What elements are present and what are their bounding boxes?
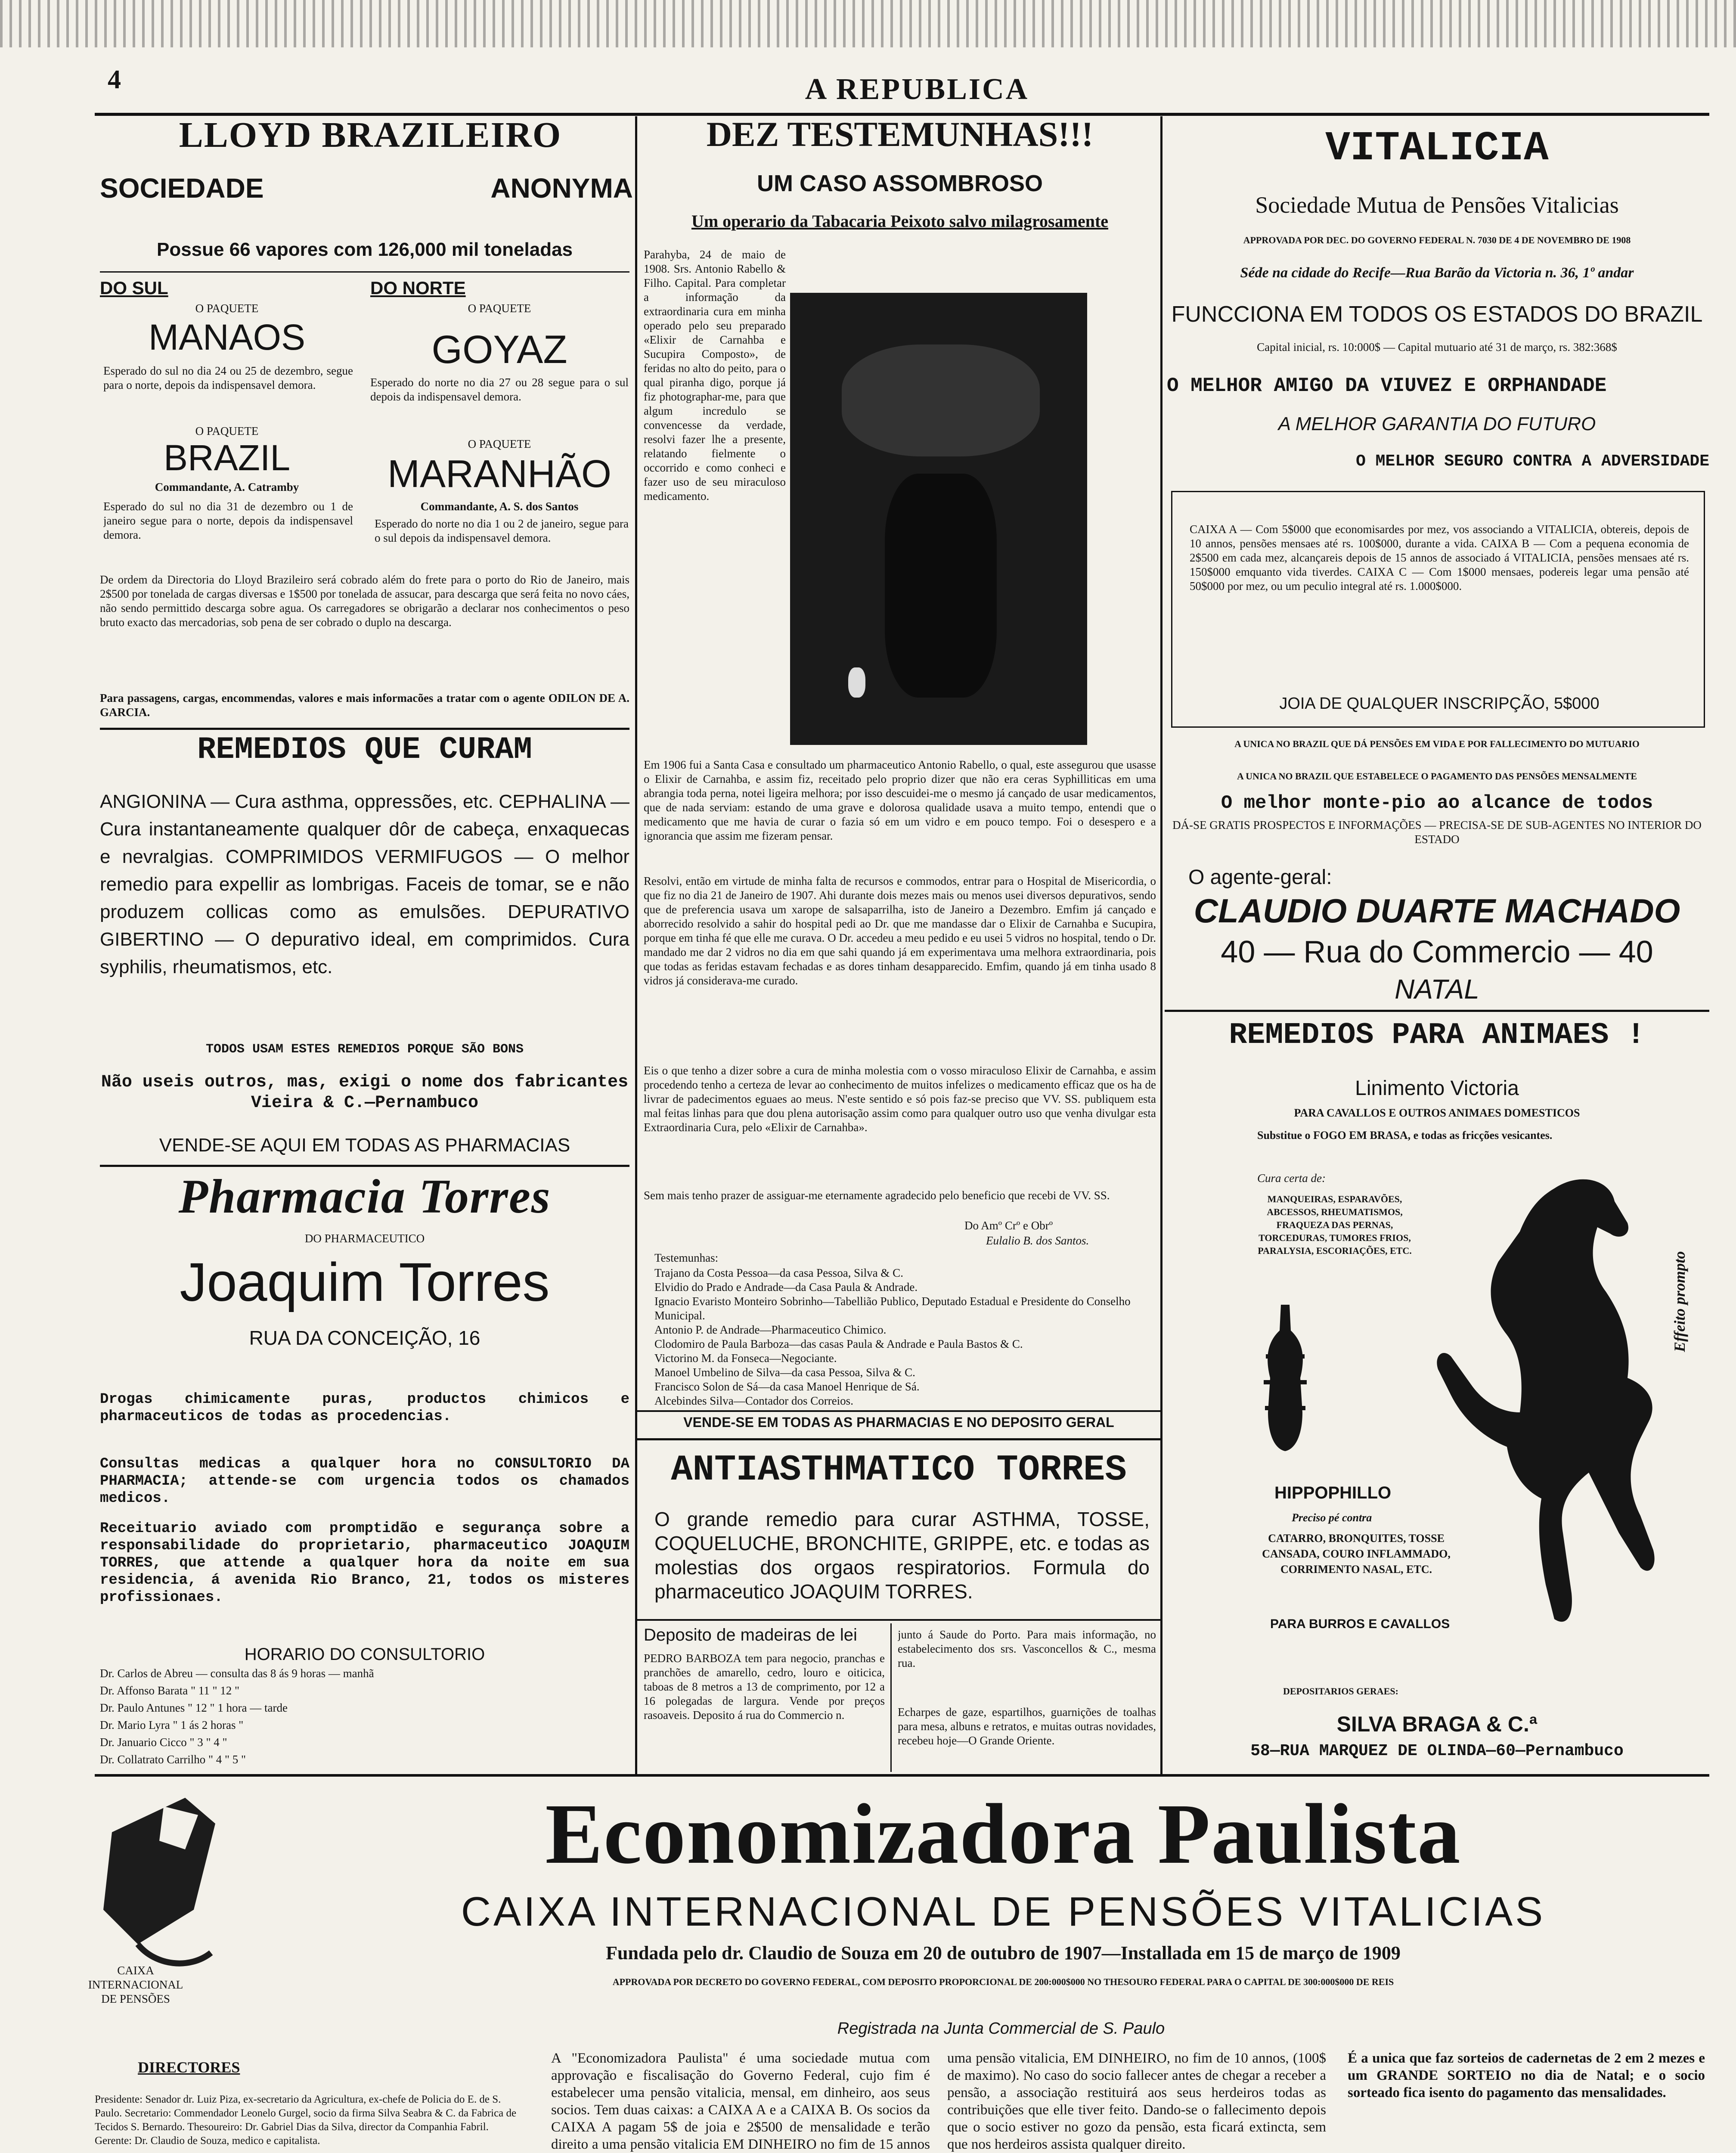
econ-directores-title: DIRECTORES	[138, 2059, 240, 2076]
animaes-depositarios: DEPOSITARIOS GERAES:	[1283, 1686, 1398, 1697]
econ-col-2: uma pensão vitalicia, EM DINHEIRO, no fim de 10 annos, (100$ de maximo). No caso do socio fallecer antes de chegar a receber a pensão, a associação restituirá aos seus herdeiros todas as contribuições que elle tiver feito. Dando-se o fallecimento depois que o socio estiver no gozo da pensão, esta ficará extincta, sem que nos herdeiros assista qualquer direito.	[947, 2051, 1326, 2152]
animaes-para: PARA CAVALLOS E OUTROS ANIMAES DOMESTICOS	[1294, 1107, 1580, 1119]
ship-maranhao-text: Esperado do norte no dia 1 ou 2 de janeiro, segue para o sul depois da indispensavel demora.	[375, 517, 629, 544]
lloyd-fleet: Possue 66 vapores com 126,000 mil toneladas	[156, 239, 573, 260]
remedios-text: ANGIONINA — Cura asthma, oppressões, etc. CEPHALINA — Cura instantaneamente qualquer dôr de cabeça, enxaquecas e nevralgias. COMPRIMIDOS VERMIFUGOS — O melhor remedio para expellir as lombrigas. Faceis de tomar, se e não produzem collicas como as emulsões. DEPURATIVO GIBERTINO — O depurativo ideal, em comprimidos. Cura syphilis, rheumatismos, etc.	[100, 791, 629, 977]
paquete-label-3: O PAQUETE	[195, 425, 259, 437]
animaes-preciso: Preciso pé contra	[1292, 1511, 1372, 1524]
dez-p2: Em 1906 fui a Santa Casa e consultado um pharmaceutico Antonio Rabello, o qual, este assegurou que usasse o Elixir de Carnahba, e assim fiz, receitado pelo proprio dizer que não era ceras Syphilliticas em uma abrangia toda perna, notei ligeira melhora; por isso descuidei-me o mesmo já cançado de usar medicamentos, que de nada serviam: estando de uma grave e dolorosa qualidade usava a muito tempo, entendi que o medicamento que me havia de curar o fazia só em um vidro e em pouco tempo. Foi o desespero e a ignorancia que assim me fizeram pensar.	[644, 758, 1156, 842]
bottom-section-rule	[95, 1774, 1709, 1777]
vitalicia-title: VITALICIA	[1325, 125, 1549, 172]
animaes-cura-label: Cura certa de:	[1257, 1172, 1326, 1185]
econ-title: Economizadora Paulista	[545, 1787, 1461, 1882]
vitalicia-box-text: CAIXA A — Com 5$000 que economisardes por mez, vos associando a VITALICIA, obtereis, depois de 10 annos, pensões mensaes até rs. 100$000, durante a vida. CAIXA B — Com a pequena economia de 2$500 em cada mez, alcançareis depois de 15 annos de associado á VITALICIA, pensões mensaes até rs. 150$000 emquanto vida tiverdes. CAIXA C — Com 1$000 mensaes, podereis legar uma pensão até 50$000 por mez, ou um peculio integral até rs. 1.000$000.	[1190, 523, 1689, 593]
animaes-hippo-text: CATARRO, BRONQUITES, TOSSE CANSADA, COURO INFLAMMADO, CORRIMENTO NASAL, ETC.	[1262, 1532, 1451, 1576]
dez-footer: VENDE-SE EM TODAS AS PHARMACIAS E NO DEPOSITO GERAL	[683, 1415, 1114, 1430]
econ-approved: APPROVADA POR DECRETO DO GOVERNO FEDERAL, COM DEPOSITO PROPORCIONAL DE 200:000$000 NO THESOURO FEDERAL PARA O CAPITAL DE 300:000$000 DE REIS	[612, 1976, 1394, 1987]
lloyd-subtitle-left: SOCIEDADE	[100, 173, 264, 204]
page-number: 4	[108, 65, 121, 94]
deposito-text-3: Echarpes de gaze, espartilhos, guarnições de toalhas para mesa, albuns e retratos, e muitas outras novidades, recebeu hoje—O Grande Oriente.	[898, 1706, 1156, 1747]
dez-p5: Sem mais tenho prazer de assiguar-me eternamente agradecido pelo beneficio que recebi de VV. SS.	[644, 1189, 1110, 1202]
dez-title: DEZ TESTEMUNHAS!!!	[706, 115, 1094, 154]
remedios-line-2: Não useis outros, mas, exigi o nome dos fabricantes Vieira & C.—Pernambuco	[101, 1073, 629, 1113]
rule-antiasth	[637, 1438, 1160, 1440]
vitalicia-garantia: A MELHOR GARANTIA DO FUTURO	[1278, 413, 1596, 434]
witness: Alcebindes Silva—Contador dos Correios.	[654, 1394, 853, 1407]
bottle-illustration	[1262, 1305, 1309, 1451]
lloyd-agent: Para passagens, cargas, encommendas, valores e mais informacões a tratar com o agente ODILON DE A. GARCIA.	[100, 692, 629, 719]
dez-signer: Eulalio B. dos Santos.	[986, 1234, 1089, 1247]
lloyd-rule	[100, 271, 629, 273]
paquete-label-2: O PAQUETE	[468, 302, 531, 315]
remedios-line-3: VENDE-SE AQUI EM TODAS AS PHARMACIAS	[159, 1135, 570, 1156]
vitalicia-unica-1: A UNICA NO BRAZIL QUE DÁ PENSÕES EM VIDA E POR FALLECIMENTO DO MUTUARIO	[1234, 738, 1640, 749]
econ-registrada: Registrada na Junta Commercial de S. Paulo	[837, 2020, 1165, 2038]
horario-row: Dr. Carlos de Abreu — consulta das 8 ás 9 horas — manhã	[100, 1667, 374, 1680]
horse-illustration	[1425, 1163, 1666, 1684]
rule-before-torres	[100, 1165, 629, 1167]
ship-manaos: MANAOS	[148, 317, 306, 357]
horario-row: Dr. Affonso Barata " 11 " 12 "	[100, 1684, 240, 1697]
rule-dez-footer	[637, 1410, 1160, 1412]
torres-sub: DO PHARMACEUTICO	[304, 1232, 425, 1245]
dez-sign: Do Amº Crº e Obrº	[964, 1219, 1053, 1232]
paquete-label-4: O PAQUETE	[468, 437, 531, 450]
deposito-text-2: junto á Saude do Porto. Para mais informação, no estabelecimento dos srs. Vasconcellos & C., mesma rua.	[898, 1628, 1156, 1669]
vitalicia-func: FUNCCIONA EM TODOS OS ESTADOS DO BRAZIL	[1171, 302, 1703, 327]
vitalicia-melhor: O MELHOR AMIGO DA VIUVEZ E ORPHANDADE	[1167, 375, 1607, 397]
horario-row: Dr. Collatrato Carrilho " 4 " 5 "	[100, 1753, 246, 1766]
witness: Elvidio do Prado e Andrade—da Casa Paula & Andrade.	[654, 1281, 918, 1294]
rule-animaes	[1165, 1010, 1709, 1012]
econ-directores: Presidente: Senador dr. Luiz Piza, ex-secretario da Agricultura, ex-chefe de Policia do E. de S. Paulo. Secretario: Commendador Leonelo Gurgel, socio da firma Silva Seabra & C. da Fabrica de Tecidos S. Bernardo. Thesoureiro: Dr. Gabriel Dias da Silva, director da Companhia Fabril. Gerente: Dr. Claudio de Souza, medico e capitalista.	[95, 2094, 517, 2147]
vitalicia-sede: Séde na cidade do Recife—Rua Barão da Victoria n. 36, 1º andar	[1240, 265, 1634, 281]
deposito-text: PEDRO BARBOZA tem para negocio, pranchas e pranchões de amarello, cedro, louro e oiticica, taboas de 8 metros a 13 de comprimento, por 12 a 16 polegadas de largura. Vende por preços rasoaveis. Deposito á rua do Commercio n.	[644, 1652, 885, 1722]
antiasth-text: O grande remedio para curar ASTHMA, TOSSE, COQUELUCHE, BRONCHITE, GRIPPE, etc. e todas as molestias dos orgaos respiratorios. Formula do pharmaceutico JOAQUIM TORRES.	[654, 1508, 1150, 1603]
vitalicia-montepio: O melhor monte-pio ao alcance de todos	[1221, 792, 1653, 814]
animaes-linimento: Linimento Victoria	[1355, 1077, 1519, 1100]
econ-col-3a: É a unica que faz sorteios de cadernetas de 2 em 2 mezes e um GRANDE SORTEIO no dia de Natal; e o socio sorteado fica isento do pagamento das mensalidades.	[1348, 2051, 1705, 2100]
vitalicia-capital: Capital inicial, rs. 10:000$ — Capital mutuario até 31 de março, rs. 382:368$	[1257, 341, 1617, 354]
econ-fundada: Fundada pelo dr. Claudio de Souza em 20 de outubro de 1907—Installada em 15 de março de 1909	[606, 1942, 1401, 1964]
lloyd-notice: De ordem da Directoria do Lloyd Brazileiro será cobrado além do frete para o porto do Rio de Janeiro, mais 2$500 por tonelada de cargas diversas e 1$500 por tonelada de assucar, para descarga que será feita no novo cáes, não sendo permittido descarga sobre agua. Os carregadores se obrigarão a declarar nos conhecimentos o peso bruto exacto das mercadorias, sob pena de ser cobrado o duplo na descarga.	[100, 573, 629, 629]
remedios-title: REMEDIOS QUE CURAM	[197, 732, 532, 767]
horario-row: Dr. Paulo Antunes " 12 " 1 hora — tarde	[100, 1701, 288, 1714]
ship-maranhao-commander: Commandante, A. S. dos Santos	[420, 500, 579, 513]
dez-p3: Resolvi, então em virtude de minha falta de recursos e commodos, entrar para o Hospital de Misericordia, o que fiz no dia 21 de Janeiro de 1907. Ahi durante dois mezes mais ou menos usei diversos depurativos, sendo que de preferencia usava um xarope de salsaparrilha, isto de Janeiro a Dezembro. Emfim já cançado e aborrecido resolvido a sahir do hospital pedi ao Dr. que me mandasse dar o Elixir de Carnahba e Sucupira, porque em tinha fé que elle me curava. O Dr. accedeu a meu pedido e eu usei 5 vidros no hospital, tendo o Dr. mandado me dar 2 vidros no dia em que sahi quando já em experimentava uma melhora extraordinaria, pois que todas as feridas estavam fechadas e as dores tinham desapparecido. Emfim, quando já em tinha usado 8 vidros já considerava-me curado.	[644, 875, 1156, 987]
witness-title: Testemunhas:	[654, 1251, 719, 1264]
torres-name: Joaquim Torres	[180, 1252, 550, 1312]
lloyd-title: LLOYD BRAZILEIRO	[179, 115, 562, 155]
column-rule-2	[1160, 116, 1162, 1774]
lloyd-subtitle-right: ANONYMA	[490, 173, 633, 204]
witness: Victorino M. da Fonseca—Negociante.	[654, 1352, 837, 1365]
econ-col-1: A "Economizadora Paulista" é uma sociedade mutua com approvação e fiscalisação do Governo Federal, cujo fim é estabelecer uma pensão vitalicia, mensal, em dinheiro, aos seus socios. Tem duas caixas: a CAIXA A e a CAIXA B. Os socios da CAIXA A pagam 5$ de joia e 2$500 de mensalidade e terão direito a uma pensão vitalicia EM DINHEIRO no fim de 15 annos	[551, 2051, 930, 2152]
horario-list	[100, 1666, 629, 1772]
witness: Ignacio Evaristo Monteiro Sobrinho—Tabellião Publico, Deputado Estadual e Presidente do Conselho Municipal.	[654, 1295, 1131, 1322]
vitalicia-seguro: O MELHOR SEGURO CONTRA A ADVERSIDADE	[1356, 452, 1709, 471]
dez-sub: UM CASO ASSOMBROSO	[756, 171, 1043, 196]
vitalicia-agente: CLAUDIO DUARTE MACHADO	[1194, 892, 1680, 930]
paquete-label-1: O PAQUETE	[195, 302, 259, 315]
horario-row: Dr. Mario Lyra " 1 ás 2 horas "	[100, 1719, 244, 1731]
animaes-subst: Substitue o FOGO EM BRASA, e todas as fricções vesicantes.	[1257, 1129, 1553, 1142]
vitalicia-sub: Sociedade Mutua de Pensões Vitalicias	[1255, 192, 1619, 218]
remedios-line-1: TODOS USAM ESTES REMEDIOS PORQUE SÃO BONS	[205, 1042, 524, 1057]
ship-goyaz-text: Esperado do norte no dia 27 ou 28 segue para o sul depois da indispensavel demora.	[370, 376, 629, 403]
witness: Francisco Solon de Sá—da casa Manoel Henrique de Sá.	[654, 1380, 920, 1393]
animaes-side-2: Effeito prompto	[1671, 1251, 1688, 1352]
column-rule-1	[635, 116, 637, 1774]
animaes-rua: 58—RUA MARQUEZ DE OLINDA—60—Pernambuco	[1250, 1742, 1624, 1760]
ship-manaos-text: Esperado do sul no dia 24 ou 25 de dezembro, segue para o norte, depois da indispensavel demora.	[103, 364, 353, 391]
masthead: A REPUBLICA	[805, 73, 1029, 106]
vitalicia-gratis: DÁ-SE GRATIS PROSPECTOS E INFORMAÇÕES — PRECISA-SE DE SUB-AGENTES NO INTERIOR DO ESTADO	[1172, 819, 1702, 846]
norte-heading: DO NORTE	[370, 278, 466, 298]
econ-logo-text: CAIXA INTERNACIONAL DE PENSÕES	[88, 1964, 183, 2005]
deposito-rule	[890, 1623, 892, 1772]
animaes-silva: SILVA BRAGA & C.ª	[1336, 1712, 1538, 1736]
vitalicia-unica-2: A UNICA NO BRAZIL QUE ESTABELECE O PAGAMENTO DAS PENSÕES MENSALMENTE	[1237, 771, 1637, 782]
vitalicia-natal: NATAL	[1395, 974, 1479, 1005]
vitalicia-box	[1171, 491, 1705, 728]
rule-before-remedios	[100, 728, 629, 730]
torres-address: RUA DA CONCEIÇÃO, 16	[249, 1327, 480, 1349]
deposito-title: Deposito de madeiras de lei	[644, 1626, 857, 1644]
animaes-title: REMEDIOS PARA ANIMAES !	[1229, 1018, 1645, 1052]
horario-row: Dr. Januario Cicco " 3 " 4 "	[100, 1736, 227, 1749]
animaes-hippo: HIPPOPHILLO	[1274, 1483, 1392, 1502]
vitalicia-approved: APPROVADA POR DEC. DO GOVERNO FEDERAL N. 7030 DE 4 DE NOVEMBRO DE 1908	[1243, 235, 1631, 245]
ship-brazil-commander: Commandante, A. Catramby	[155, 481, 299, 493]
animaes-burros: PARA BURROS E CAVALLOS	[1270, 1617, 1450, 1631]
torres-p2: Consultas medicas a qualquer hora no CONSULTORIO DA PHARMACIA; attende-se com urgencia todos os chamados medicos.	[100, 1456, 629, 1507]
portrait-photo	[790, 293, 1087, 745]
animaes-cura: MANQUEIRAS, ESPARAVÕES, ABCESSOS, RHEUMATISMOS, FRAQUEZA DAS PERNAS, TORCEDURAS, TUMORES FRIOS, PARALYSIA, ESCORIAÇÕES, ETC.	[1258, 1194, 1412, 1256]
rule-deposito	[637, 1619, 1160, 1621]
witness: Trajano da Costa Pessoa—da casa Pessoa, Silva & C.	[654, 1266, 903, 1279]
torres-title: Pharmacia Torres	[178, 1170, 551, 1223]
ship-brazil-text: Esperado do sul no dia 31 de dezembro ou 1 de janeiro segue para o norte, depois da indispensavel demora.	[103, 500, 353, 541]
scan-noise-top	[0, 0, 1736, 47]
torres-p1: Drogas chimicamente puras, productos chimicos e pharmaceuticos de todas as procedencias.	[100, 1391, 629, 1425]
dez-sub2: Um operario da Tabacaria Peixoto salvo milagrosamente	[691, 211, 1109, 231]
vitalicia-rua: 40 — Rua do Commercio — 40	[1221, 935, 1653, 969]
witness: Clodomiro de Paula Barboza—das casas Paula & Andrade e Paula Bastos & C.	[654, 1337, 1023, 1350]
ship-brazil: BRAZIL	[163, 437, 291, 478]
dez-p1: Parahyba, 24 de maio de 1908. Srs. Antonio Rabello & Filho. Capital. Para completar a informação da extraordinaria cura em minha operado pelo seu preparado «Elixir de Carnahba e Sucupira Composto», de feridas no alto do peito, para o qual piranha digo, porque já fiz photographar-me, para que algum incredulo se convencesse da verdade, resolvi fazer lhe a presente, relatando fielmente o occorrido e como conheci e fazer uso de seu miraculoso medicamento.	[644, 248, 786, 503]
dez-p4: Eis o que tenho a dizer sobre a cura de minha molestia com o vosso miraculoso Elixir de Carnahba, e assim procedendo tenho a certeza de levar ao conhecimento de muitos infelizes o medicamento efficaz que os ha de livrar de padecimentos eguaes ao meus. N'este sentido e só pois faz-se preciso que VV. SS. publiquem esta mal feitas linhas para que dou plena autorisação assim como para qualquer outro uso que venha divulgar esta Extraordinaria Cura, pelo «Elixir de Carnahba».	[644, 1064, 1156, 1134]
antiasth-title: ANTIASTHMATICO TORRES	[671, 1450, 1127, 1491]
ship-maranhao: MARANHÃO	[387, 453, 612, 496]
econ-sub: CAIXA INTERNACIONAL DE PENSÕES VITALICIAS	[461, 1889, 1546, 1935]
witness-list	[654, 1266, 1156, 1408]
ship-goyaz: GOYAZ	[431, 328, 567, 372]
witness: Manoel Umbelino de Silva—da casa Pessoa, Silva & C.	[654, 1366, 915, 1379]
horario-title: HORARIO DO CONSULTORIO	[244, 1645, 485, 1664]
vitalicia-joia: JOIA DE QUALQUER INSCRIPÇÃO, 5$000	[1279, 695, 1600, 713]
witness: Antonio P. de Andrade—Pharmaceutico Chimico.	[654, 1323, 887, 1336]
vitalicia-agente-label: O agente-geral:	[1188, 866, 1332, 889]
sul-heading: DO SUL	[100, 278, 168, 298]
torres-p3: Receituario aviado com promptidão e segurança sobre a responsabilidade do proprietario, pharmaceutico JOAQUIM TORRES, que attende a qualquer hora da noite em sua residencia, á avenida Rio Branco, 21, todos os misteres profissionaes.	[100, 1520, 629, 1606]
